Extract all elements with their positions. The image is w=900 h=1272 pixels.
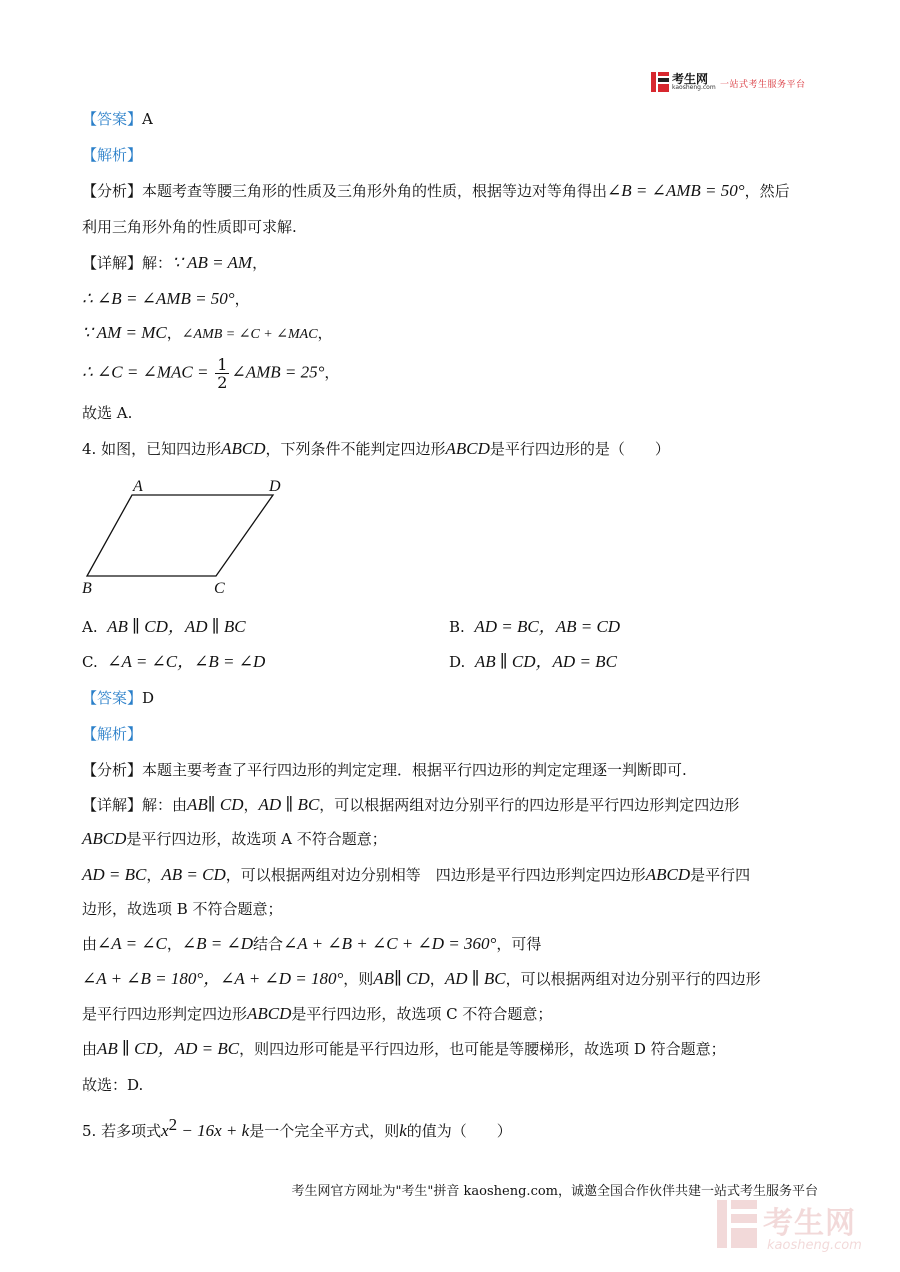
detail-math: AD ∥ BC bbox=[258, 795, 320, 814]
q3-detail-line-1 bbox=[82, 252, 840, 274]
detail-math: ∠A + ∠B = 180°，∠A + ∠D = 180° bbox=[82, 969, 344, 988]
detail-intro: 解： bbox=[142, 254, 173, 272]
punct: ， bbox=[166, 324, 182, 342]
detail-math: ∠A + ∠B + ∠C + ∠D = 360° bbox=[283, 934, 497, 953]
answer-tag: 【答案】 bbox=[82, 110, 143, 128]
punct: ， bbox=[252, 254, 268, 272]
analysis-tag: 【解析】 bbox=[82, 725, 143, 743]
detail-text: ， bbox=[146, 866, 162, 884]
detail-text: ，可得 bbox=[496, 935, 542, 953]
q3-detail-line-3 bbox=[82, 322, 840, 346]
detail-step: ∵ AB = AM bbox=[172, 253, 253, 272]
q5-stem bbox=[82, 1114, 840, 1142]
q4-detail-line-4 bbox=[82, 898, 840, 920]
answer-value: A bbox=[142, 110, 153, 128]
punct: ， bbox=[234, 290, 250, 308]
q3-analysis-heading bbox=[82, 144, 840, 166]
detail-text: ， bbox=[429, 970, 445, 988]
detail-label: 【详解】 bbox=[82, 254, 143, 272]
watermark-name: 考生网 bbox=[763, 1206, 856, 1241]
option-a bbox=[82, 616, 246, 638]
q4-conclusion bbox=[82, 1074, 840, 1096]
vertex-label-c: C bbox=[214, 580, 225, 597]
detail-math: ∠B = ∠D bbox=[181, 934, 254, 953]
q4-stem bbox=[82, 438, 840, 460]
stem-text: 是一个完全平方式，则 bbox=[249, 1122, 400, 1140]
stem-text: 是平行四边形的是（ ） bbox=[489, 440, 670, 458]
detail-math: ABCD bbox=[645, 865, 691, 884]
detail-step: ∴ ∠B = ∠AMB = 50° bbox=[82, 289, 235, 308]
q4-analysis-heading bbox=[82, 723, 840, 745]
q4-detail-line-1 bbox=[82, 794, 840, 816]
answer-tag: 【答案】 bbox=[82, 689, 143, 707]
q4-detail-line-6 bbox=[82, 968, 840, 990]
detail-math: AB∥ CD bbox=[373, 969, 430, 988]
stem-text: 的值为（ ） bbox=[406, 1122, 512, 1140]
detail-text: ，则四边形可能是平行四边形，也可能是等腰梯形，故选项 D 符合题意； bbox=[239, 1040, 726, 1058]
stem-math: x bbox=[161, 1121, 169, 1140]
stem-math: − 16x + k bbox=[177, 1121, 250, 1140]
q4-detail-line-7 bbox=[82, 1003, 840, 1025]
option-text: AB ∥ CD，AD ∥ BC bbox=[107, 617, 246, 636]
watermark bbox=[717, 1198, 887, 1258]
fraction bbox=[215, 356, 229, 391]
analysis-text: ，然后 bbox=[744, 182, 790, 200]
q3-conclusion bbox=[82, 402, 840, 424]
option-letter: C. bbox=[82, 653, 98, 671]
stem-math: ABCD bbox=[445, 439, 490, 458]
stem-exponent: 2 bbox=[168, 1115, 178, 1134]
detail-math: AD = BC bbox=[82, 865, 147, 884]
conclusion-text: 故选 A. bbox=[82, 404, 133, 422]
detail-text: ， bbox=[243, 796, 259, 814]
analysis-tag: 【解析】 bbox=[82, 146, 143, 164]
option-b bbox=[449, 616, 620, 638]
analysis-label: 【分析】 bbox=[82, 182, 143, 200]
q3-answer bbox=[82, 108, 840, 130]
conclusion-text: 故选：D. bbox=[82, 1076, 144, 1094]
detail-label: 【详解】 bbox=[82, 796, 143, 814]
parallelogram-figure bbox=[76, 476, 306, 602]
detail-math: AD ∥ BC bbox=[444, 969, 506, 988]
q3-analysis-line-1 bbox=[82, 180, 840, 202]
option-text: AB ∥ CD，AD = BC bbox=[474, 652, 617, 671]
analysis-math: ∠B = ∠AMB = 50° bbox=[607, 181, 745, 200]
detail-math: ∠A = ∠C bbox=[97, 934, 167, 953]
logo-slogan: 一站式考生服务平台 bbox=[720, 80, 806, 90]
watermark-logo-icon bbox=[717, 1200, 757, 1248]
detail-text: 解：由 bbox=[142, 796, 188, 814]
q3-detail-line-4 bbox=[82, 356, 840, 391]
q4-analysis bbox=[82, 759, 840, 781]
kaosheng-logo-icon bbox=[651, 72, 669, 92]
stem-math: ABCD bbox=[221, 439, 266, 458]
stem-text: 4. 如图，已知四边形 bbox=[82, 440, 222, 458]
stem-text: ，下列条件不能判定四边形 bbox=[265, 440, 446, 458]
fraction-denominator: 2 bbox=[217, 373, 228, 392]
option-c bbox=[82, 651, 265, 673]
q3-detail-line-2 bbox=[82, 288, 840, 310]
detail-text: ，可以根据两组对边分别平行的四边形是平行四边形判定四边形 bbox=[319, 796, 740, 814]
detail-step: ∠AMB = ∠C + ∠MAC bbox=[181, 327, 318, 342]
detail-text: 由 bbox=[82, 1040, 98, 1058]
detail-step: ∴ ∠C = ∠MAC = bbox=[82, 362, 209, 382]
detail-text: 是平行四 bbox=[690, 866, 751, 884]
detail-step: ∵ AM = MC bbox=[82, 323, 167, 342]
detail-step: ∠AMB = 25° bbox=[231, 362, 325, 382]
punct: ， bbox=[317, 324, 333, 342]
watermark-domain: kaosheng.com bbox=[767, 1238, 862, 1253]
detail-math: AB = CD bbox=[161, 865, 226, 884]
option-letter: D. bbox=[449, 653, 466, 671]
vertex-label-b: B bbox=[82, 580, 92, 597]
q4-answer bbox=[82, 687, 840, 709]
detail-text: 边形，故选项 B 不符合题意； bbox=[82, 900, 283, 918]
option-letter: B. bbox=[449, 618, 465, 636]
punct: ， bbox=[324, 363, 340, 382]
stem-text: 5. 若多项式 bbox=[82, 1122, 162, 1140]
analysis-text: 本题主要考查了平行四边形的判定定理．根据平行四边形的判定定理逐一判断即可. bbox=[142, 761, 687, 779]
detail-math: AB ∥ CD，AD = BC bbox=[97, 1039, 240, 1058]
detail-text: ，可以根据两组对边分别相等 四边形是平行四边形判定四边形 bbox=[225, 866, 646, 884]
option-text: ∠A = ∠C，∠B = ∠D bbox=[107, 652, 266, 671]
option-text: AD = BC，AB = CD bbox=[474, 617, 621, 636]
vertex-label-a: A bbox=[133, 478, 143, 495]
detail-text: 结合 bbox=[253, 935, 284, 953]
analysis-label: 【分析】 bbox=[82, 761, 143, 779]
q4-detail-line-3 bbox=[82, 864, 840, 886]
logo-domain: kaosheng.com bbox=[672, 84, 716, 91]
detail-text: ，可以根据两组对边分别平行的四边形 bbox=[505, 970, 761, 988]
vertex-label-d: D bbox=[269, 478, 281, 495]
parallelogram-shape bbox=[87, 495, 273, 576]
option-letter: A. bbox=[82, 618, 98, 636]
detail-text: 是平行四边形判定四边形 bbox=[82, 1005, 248, 1023]
option-d bbox=[449, 651, 617, 673]
q4-detail-line-8 bbox=[82, 1038, 840, 1060]
detail-text: ， bbox=[166, 935, 182, 953]
detail-text: 是平行四边形，故选项 C 不符合题意； bbox=[291, 1005, 553, 1023]
header-logo bbox=[651, 72, 816, 94]
footer-text: 考生网官方网址为"考生"拼音 kaosheng.com，诚邀全国合作伙伴共建一站式考生服务平台 bbox=[291, 1184, 818, 1199]
detail-math: AB∥ CD bbox=[187, 795, 244, 814]
detail-text: 是平行四边形，故选项 A 不符合题意； bbox=[126, 830, 387, 848]
detail-text: 由 bbox=[82, 935, 98, 953]
detail-math: ABCD bbox=[247, 1004, 292, 1023]
stem-math: k bbox=[399, 1121, 407, 1140]
analysis-text: 本题考查等腰三角形的性质及三角形外角的性质，根据等边对等角得出 bbox=[142, 182, 608, 200]
logo-name: 考生网 bbox=[672, 72, 709, 86]
analysis-text: 利用三角形外角的性质即可求解. bbox=[82, 218, 297, 236]
q3-analysis-line-2 bbox=[82, 216, 840, 238]
fraction-numerator: 1 bbox=[217, 355, 228, 374]
q4-detail-line-2 bbox=[82, 828, 840, 850]
answer-value: D bbox=[142, 689, 155, 707]
detail-text: ，则 bbox=[343, 970, 374, 988]
q4-detail-line-5 bbox=[82, 933, 840, 955]
detail-math: ABCD bbox=[82, 829, 127, 848]
